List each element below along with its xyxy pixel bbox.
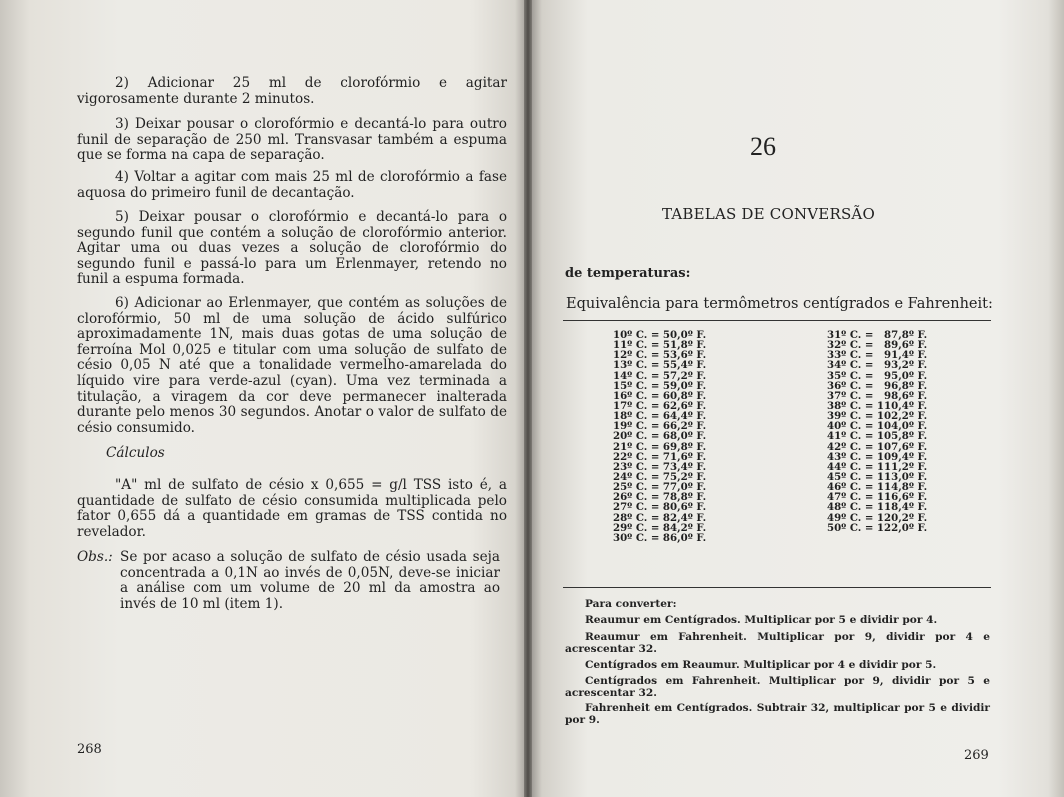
step-4-paragraph: 4) Voltar a agitar com mais 25 ml de clorofórmio a fase aquosa do primeiro funil de decantação. [77, 169, 507, 201]
obs-paragraph: Se por acaso a solução de sulfato de césio usada seja concentrada a 0,1N ao invés de 0,05N, deve-se iniciar a análise com um volume de 20 ml da amostra ao invés de 10 ml (item 1). [120, 549, 500, 612]
table-row: 13º C. = 55,4º F. [613, 359, 707, 372]
table-row: 37º C. = 98,6º F. [827, 389, 928, 402]
calculos-heading: Cálculos [106, 445, 165, 461]
table-row: 16º C. = 60,8º F. [613, 389, 707, 402]
step-2-paragraph: 2) Adicionar 25 ml de clorofórmio e agitar vigorosamente durante 2 minutos. [77, 75, 507, 107]
conversion-rule: Reaumur em Fahrenheit. Multiplicar por 9, dividir por 4 e acrescentar 32. [565, 631, 990, 656]
table-row: 18º C. = 64,4º F. [613, 410, 707, 423]
step-6-paragraph: 6) Adicionar ao Erlenmayer, que contém as soluções de clorofórmio, 50 ml de uma solução de ácido sulfúrico aproximadamente 1N, mais duas gotas de uma solução de ferroína Mol 0,025 e titular com uma solução de sulfato de césio 0,05 N até que a tonalidade vermelho-amarelada do líquido vire para verde-azul (cyan). Uma vez terminada a titulação, a viragem da cor deve permanecer inalterada durante pelo menos 30 segundos. Anotar o valor de sulfato de césio consumido. [77, 295, 507, 436]
table-row: 43º C. = 109,4º F. [827, 450, 928, 463]
table-row: 44º C. = 111,2º F. [827, 460, 928, 473]
table-row: 26º C. = 78,8º F. [613, 491, 707, 504]
conversion-table-left-column [613, 330, 706, 543]
table-row: 12º C. = 53,6º F. [613, 349, 707, 362]
table-row: 10º C. = 50,0º F. [613, 329, 707, 341]
book-binding [524, 0, 532, 797]
table-row: 22º C. = 71,6º F. [613, 450, 707, 463]
convert-heading: Para converter: [585, 598, 677, 610]
table-row: 35º C. = 95,0º F. [827, 369, 928, 382]
table-top-rule [563, 320, 991, 321]
table-row: 28º C. = 82,4º F. [613, 511, 707, 524]
page-title: TABELAS DE CONVERSÃO [662, 205, 875, 223]
table-row: 50º C. = 122,0º F. [827, 521, 928, 534]
step-3-paragraph: 3) Deixar pousar o clorofórmio e decantá-lo para outro funil de separação de 250 ml. Transvasar também a espuma que se forma na capa de separação. [77, 116, 507, 164]
table-row: 45º C. = 113,0º F. [827, 470, 928, 483]
table-row: 29º C. = 84,2º F. [613, 521, 707, 534]
table-row: 49º C. = 120,2º F. [827, 511, 928, 524]
table-row: 38º C. = 110,4º F. [827, 399, 928, 412]
table-row: 27º C. = 80,6º F. [613, 501, 707, 514]
step-5-paragraph: 5) Deixar pousar o clorofórmio e decantá-lo para o segundo funil que contém a solução de clorofórmio anterior. Agitar uma ou duas vezes a solução de clorofórmio do segundo funil e passá-lo para um Erlenmayer, retendo no funil a espuma formada. [77, 209, 507, 288]
table-row: 39º C. = 102,2º F. [827, 410, 928, 423]
conversion-rule: Centígrados em Reaumur. Multiplicar por 4 e dividir por 5. [585, 659, 937, 671]
page-number-left: 268 [77, 742, 102, 757]
table-bottom-rule [563, 587, 991, 588]
conversion-table-right-column [827, 330, 927, 533]
table-row: 33º C. = 91,4º F. [827, 349, 928, 362]
table-row: 36º C. = 96,8º F. [827, 379, 928, 392]
table-row: 15º C. = 59,0º F. [613, 379, 707, 392]
table-row: 40º C. = 104,0º F. [827, 420, 928, 433]
table-row: 23º C. = 73,4º F. [613, 460, 707, 473]
table-row: 25º C. = 77,0º F. [613, 481, 707, 494]
conversion-rule: Fahrenheit em Centígrados. Subtrair 32, multiplicar por 5 e dividir por 9. [565, 702, 990, 727]
table-row: 30º C. = 86,0º F. [613, 531, 707, 544]
table-row: 34º C. = 93,2º F. [827, 359, 928, 372]
table-row: 24º C. = 75,2º F. [613, 470, 707, 483]
section-subtitle: de temperaturas: [565, 266, 691, 281]
chapter-number: 26 [750, 132, 776, 161]
obs-label: Obs.: [77, 549, 113, 565]
table-row: 42º C. = 107,6º F. [827, 440, 928, 453]
table-row: 32º C. = 89,6º F. [827, 339, 928, 352]
table-row: 19º C. = 66,2º F. [613, 420, 707, 433]
table-row: 41º C. = 105,8º F. [827, 430, 928, 443]
table-row: 20º C. = 68,0º F. [613, 430, 707, 443]
conversion-rule: Reaumur em Centígrados. Multiplicar por 5 e dividir por 4. [585, 614, 938, 626]
table-row: 14º C. = 57,2º F. [613, 369, 707, 382]
table-row: 46º C. = 114,8º F. [827, 481, 928, 494]
table-row: 11º C. = 51,8º F. [613, 339, 707, 352]
table-row: 48º C. = 118,4º F. [827, 501, 928, 514]
equivalence-line: Equivalência para termômetros centígrados e Fahrenheit: [566, 296, 993, 312]
calculos-paragraph: "A" ml de sulfato de césio x 0,655 = g/l TSS isto é, a quantidade de sulfato de césio consumida multiplicada pelo fator 0,655 dá a quantidade em gramas de TSS contida no revelador. [77, 477, 507, 540]
conversion-rule: Centígrados em Fahrenheit. Multiplicar por 9, dividir por 5 e acrescentar 32. [565, 675, 990, 700]
left-page [0, 0, 528, 797]
page-number-right: 269 [964, 748, 989, 763]
table-row: 47º C. = 116,6º F. [827, 491, 928, 504]
table-row: 21º C. = 69,8º F. [613, 440, 707, 453]
table-row: 31º C. = 87,8º F. [827, 329, 928, 341]
table-row: 17º C. = 62,6º F. [613, 399, 707, 412]
